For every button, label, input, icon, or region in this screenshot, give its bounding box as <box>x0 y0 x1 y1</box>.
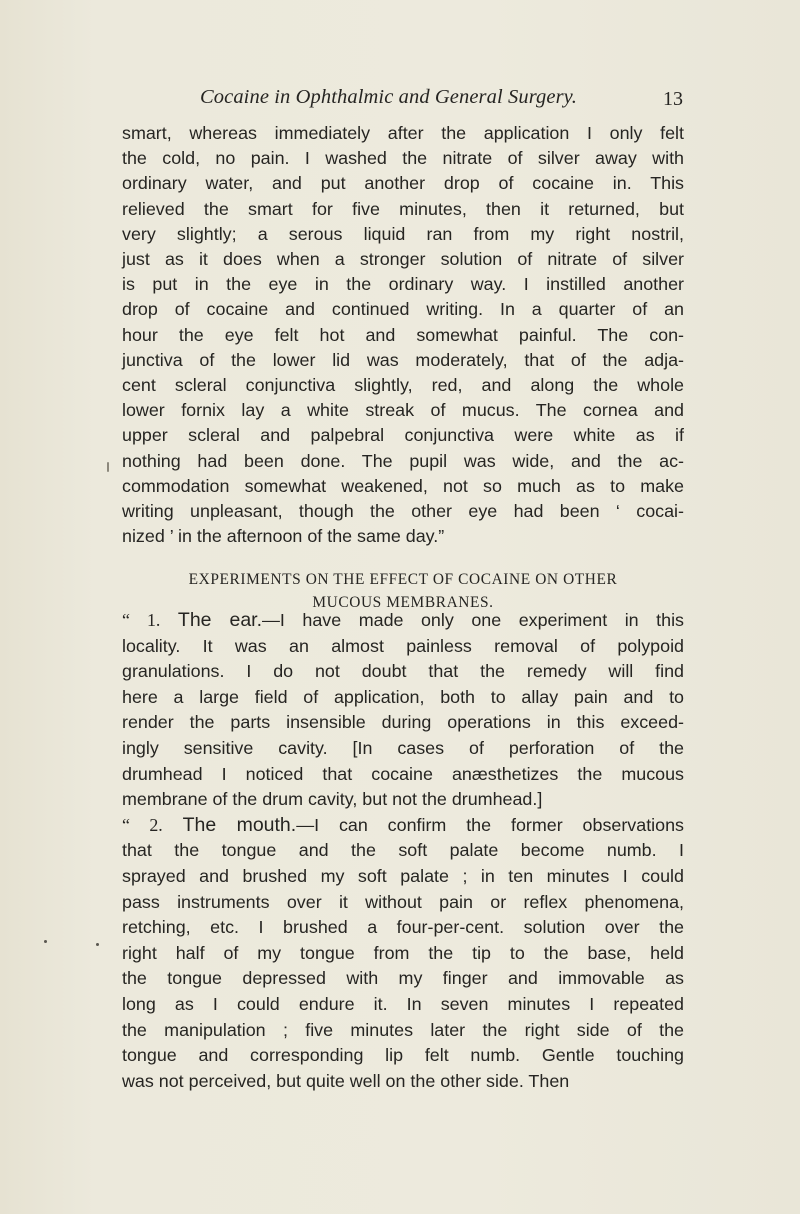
text-line: membrane of the drum cavity, but not the drumhead.] <box>122 789 543 810</box>
text-line: hour the eye felt hot and somewhat painful. The con- <box>122 324 684 345</box>
text-line: the tongue depressed with my finger and immovable as <box>122 968 684 989</box>
text-line: very slightly; a serous liquid ran from my right nostril, <box>122 223 684 244</box>
text-line: drop of cocaine and continued writing. In a quarter of an <box>122 299 684 320</box>
text-line: just as it does when a stronger solution of nitrate of silver <box>122 249 684 270</box>
print-speck <box>96 943 99 946</box>
text-line: tongue and corresponding lip felt numb. Gentle touching <box>122 1045 684 1066</box>
experiments-body <box>122 608 684 1094</box>
text-line: ordinary water, and put another drop of cocaine in. This <box>122 173 684 194</box>
text-line: lower fornix lay a white streak of mucus. The cornea and <box>122 400 684 421</box>
text-line: was not perceived, but quite well on the other side. Then <box>122 1070 570 1091</box>
text-line: upper scleral and palpebral conjunctiva were white as if <box>122 425 684 446</box>
text-line: cent scleral conjunctiva slightly, red, and along the whole <box>122 375 684 396</box>
subhead-ear: The ear. <box>177 609 263 631</box>
text-line: ingly sensitive cavity. [In cases of perforation of the <box>122 737 684 758</box>
text-line: here a large field of application, both to allay pain and to <box>122 686 684 707</box>
text-line: relieved the smart for five minutes, then it returned, but <box>122 198 684 219</box>
text-line: nized ’ in the afternoon of the same day.” <box>122 526 445 547</box>
text-line: locality. It was an almost painless removal of polypoid <box>122 635 684 656</box>
text-line: the cold, no pain. I washed the nitrate of silver away with <box>122 148 684 169</box>
text-line: commodation somewhat weakened, not so much as to make <box>122 475 684 496</box>
paragraph-number: “ 2. <box>122 814 163 835</box>
page-header <box>200 86 683 116</box>
text-line: sprayed and brushed my soft palate ; in ten minutes I could <box>122 865 684 886</box>
text-line: retching, etc. I brushed a four-per-cent. solution over the <box>122 917 684 938</box>
print-speck <box>44 940 47 943</box>
text-line: right half of my tongue from the tip to the base, held <box>122 942 684 963</box>
text-line: render the parts insensible during operations in this exceed- <box>122 712 684 733</box>
mouth-first-line <box>122 813 684 839</box>
page-number: 13 <box>663 88 683 110</box>
print-speck <box>107 462 109 472</box>
ear-first-line <box>122 608 684 634</box>
text-fragment: —I can confirm the former observations <box>296 814 684 835</box>
running-title: Cocaine in Ophthalmic and General Surgery. <box>200 86 577 108</box>
section-heading-line: MUCOUS MEMBRANES. <box>312 593 494 611</box>
paragraph-number: “ 1. <box>122 610 161 630</box>
text-line: pass instruments over it without pain or reflex phenomena, <box>122 891 684 912</box>
text-line: is put in the eye in the ordinary way. I instilled another <box>122 274 684 295</box>
section-heading-line: EXPERIMENTS ON THE EFFECT OF COCAINE ON OTHER <box>188 571 618 588</box>
text-line: that the tongue and the soft palate become numb. I <box>122 840 684 861</box>
text-line: granulations. I do not doubt that the remedy will find <box>122 661 684 682</box>
text-line: nothing had been done. The pupil was wide, and the ac- <box>122 450 684 471</box>
text-line: long as I could endure it. In seven minutes I repeated <box>122 993 684 1014</box>
text-line: writing unpleasant, though the other eye had been ‘ cocai- <box>122 501 684 522</box>
paragraph-eye-experiment <box>122 121 684 549</box>
text-line: smart, whereas immediately after the application I only felt <box>122 123 684 143</box>
text-fragment: —I have made only one experiment in this <box>262 610 684 630</box>
text-line: junctiva of the lower lid was moderately, that of the adja- <box>122 349 684 370</box>
text-line: the manipulation ; five minutes later the right side of the <box>122 1019 684 1040</box>
subhead-mouth: The mouth. <box>182 813 297 836</box>
text-line: drumhead I noticed that cocaine anæsthetizes the mucous <box>122 763 684 784</box>
